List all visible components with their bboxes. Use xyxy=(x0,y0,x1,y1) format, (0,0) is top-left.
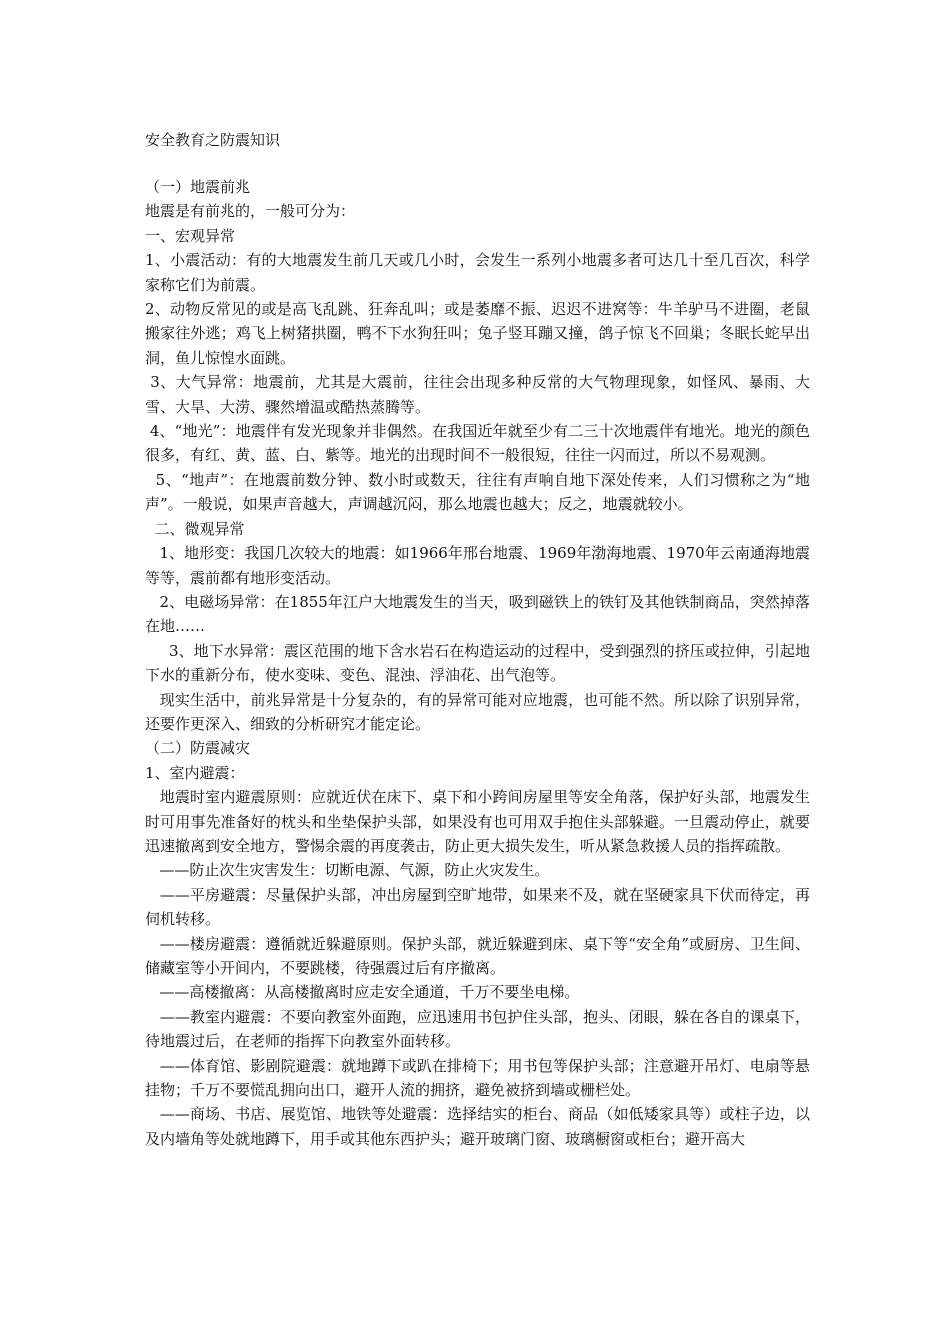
paragraph: 3、地下水异常：震区范围的地下含水岩石在构造运动的过程中，受到强烈的挤压或拉伸，引起地下水的重新分布，使水变味、变色、混浊、浮油花、出气泡等。 xyxy=(145,641,810,685)
paragraph: 2、动物反常见的或是高飞乱跳、狂奔乱叫；或是萎靡不振、迟迟不进窝等：牛羊驴马不进圈，老鼠搬家往外逃；鸡飞上树猪拱圈，鸭不下水狗狂叫；兔子竖耳蹦又撞，鸽子惊飞不回巢；冬眠长蛇早出洞，鱼儿惊惶水面跳。 xyxy=(145,300,810,367)
paragraph: ——平房避震：尽量保护头部，冲出房屋到空旷地带，如果来不及，就在坚硬家具下伏而待定，再伺机转移。 xyxy=(145,885,810,929)
paragraph: ——商场、书店、展览馆、地铁等处避震：选择结实的柜台、商品（如低矮家具等）或柱子边，以及内墙角等处就地蹲下，用手或其他东西护头；避开玻璃门窗、玻璃橱窗或柜台；避开高大 xyxy=(145,1105,810,1148)
subsection-heading-macro: 一、宏观异常 xyxy=(145,226,236,245)
paragraph: 1、小震活动：有的大地震发生前几天或几小时，会发生一系列小地震多者可达几十至几百次，科学家称它们为前震。 xyxy=(145,251,810,294)
paragraph: 地震是有前兆的，一般可分为： xyxy=(145,202,356,221)
section-heading-prevention: （二）防震减灾 xyxy=(145,739,251,758)
subsection-heading-micro: 二、微观异常 xyxy=(145,519,245,538)
section-heading-precursors: （一）地震前兆 xyxy=(145,178,251,196)
paragraph: ——教室内避震：不要向教室外面跑，应迅速用书包护住头部，抱头、闭眼，躲在各自的课桌下，待地震过后，在老师的指挥下向教室外面转移。 xyxy=(145,1007,810,1051)
document-title: 安全教育之防震知识 xyxy=(145,131,281,149)
paragraph: 地震时室内避震原则：应就近伏在床下、桌下和小跨间房屋里等安全角落，保护好头部，地震发生时可用事先准备好的枕头和坐垫保护头部，如果没有也可用双手抱住头部躲避。一旦震动停止，就要迅速撤离到安全地方，警惕余震的再度袭击，防止更大损失发生，听从紧急救援人员的指挥疏散。 xyxy=(145,788,810,855)
paragraph: 1、地形变：我国几次较大的地震：如1966年邢台地震、1969年渤海地震、1970年云南通海地震等等，震前都有地形变活动。 xyxy=(145,544,810,587)
paragraph: ——防止次生灾害发生：切断电源、气源，防止火灾发生。 xyxy=(145,861,550,880)
paragraph: 3、大气异常：地震前，尤其是大震前，往往会出现多种反常的大气物理现象，如怪风、暴雨、大雪、大旱、大涝、骤然增温或酷热蒸腾等。 xyxy=(145,373,810,416)
paragraph: 4、“地光”：地震伴有发光现象并非偶然。在我国近年就至少有二三十次地震伴有地光。地光的颜色很多，有红、黄、蓝、白、紫等。地光的出现时间不一般很短，往往一闪而过，所以不易观测。 xyxy=(145,422,810,465)
document-body xyxy=(145,175,810,1151)
paragraph: 2、电磁场异常：在1855年江户大地震发生的当天，吸到磁铁上的铁钉及其他铁制商品，突然掉落在地…… xyxy=(145,592,810,636)
paragraph: ——高楼撤离：从高楼撤离时应走安全通道，千万不要坐电梯。 xyxy=(145,983,580,1002)
paragraph: 5、“地声”：在地震前数分钟、数小时或数天，往往有声响自地下深处传来，人们习惯称之为“地声”。一般说，如果声音越大，声调越沉闷，那么地震也越大；反之，地震就较小。 xyxy=(145,470,810,514)
paragraph: 现实生活中，前兆异常是十分复杂的，有的异常可能对应地震，也可能不然。所以除了识别异常，还要作更深入、细致的分析研究才能定论。 xyxy=(145,690,810,733)
paragraph: ——楼房避震：遵循就近躲避原则。保护头部，就近躲避到床、桌下等“安全角”或厨房、卫生间、储藏室等小开间内，不要跳楼，待强震过后有序撤离。 xyxy=(145,934,811,977)
subsection-heading-indoor: 1、室内避震： xyxy=(145,763,245,782)
paragraph: ——体育馆、影剧院避震：就地蹲下或趴在排椅下；用书包等保护头部；注意避开吊灯、电扇等悬挂物；千万不要慌乱拥向出口，避开人流的拥挤，避免被挤到墙或栅栏处。 xyxy=(145,1056,810,1100)
